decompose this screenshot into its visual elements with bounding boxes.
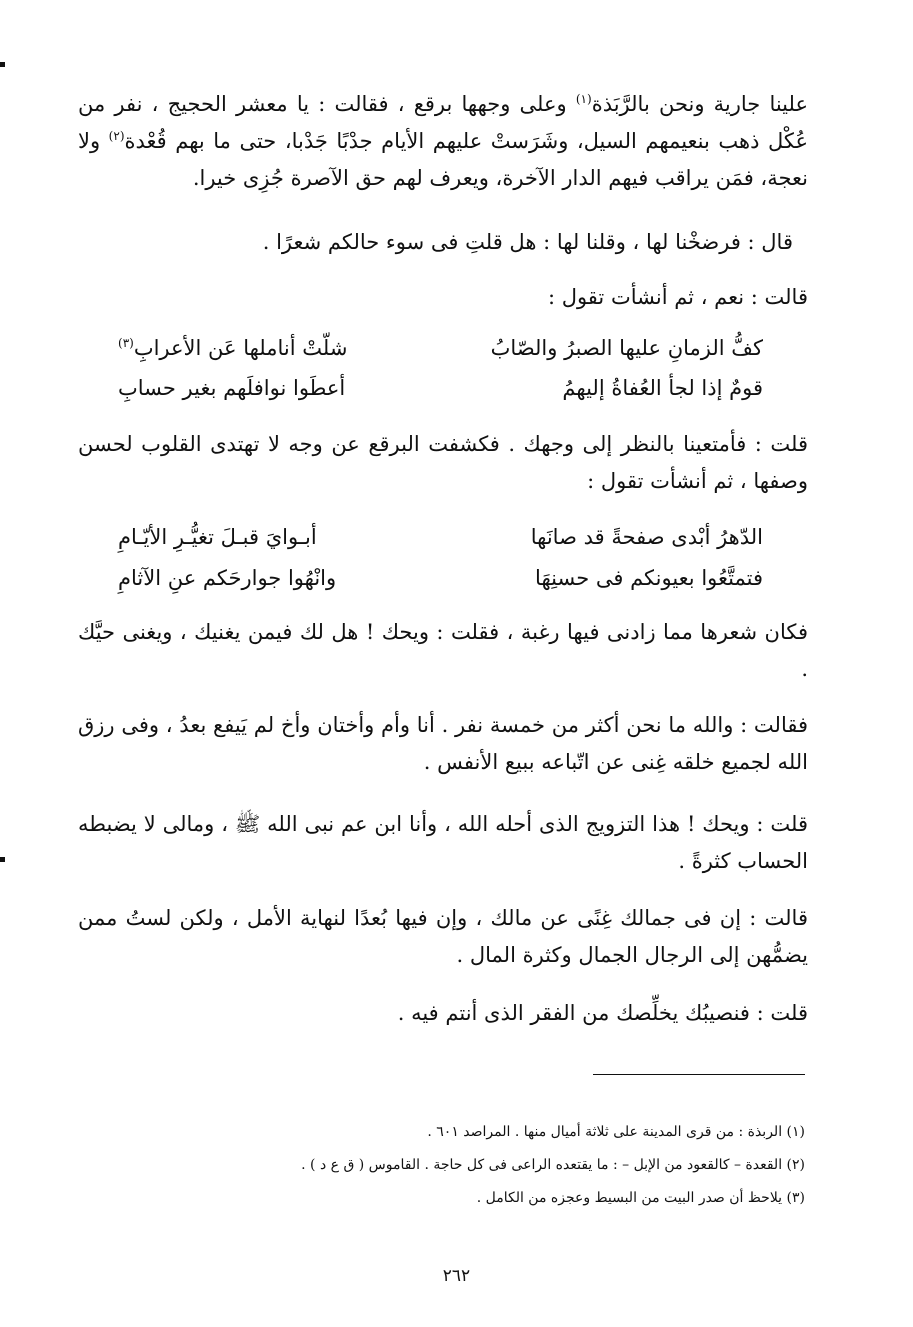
paragraph-6 (78, 707, 808, 781)
paragraph-1-text-c: ولا نعجة، فمَن يراقب فيهم الدار الآخرة، ويعرف لهم حق الآصرة جُزِى خيرا. (78, 129, 808, 190)
paragraph-1-text-a: علينا جارية ونحن بالرَّبَذة (591, 92, 808, 116)
verse-4-hemistich-left: وانْهُوا جوارحَكم عنِ الآثامِ (118, 566, 337, 590)
verse-1-hemistich-right: كفُّ الزمانِ عليها الصبرُ والصّابُ (490, 336, 763, 360)
footnote-ref-1: (١) (575, 92, 592, 106)
paragraph-6-text: فقالت : والله ما نحن أكثر من خمسة نفر . أنا وأم وأختان وأخ لم يَيفع بعدُ ، وفى رزق الله لجميع خلقه غِنى عن اتّباعه ببيع الأنفس . (78, 713, 808, 774)
footnote-ref-2: (٢) (108, 129, 125, 143)
paragraph-9-text: قلت : فنصيبُك يخلِّصك من الفقر الذى أنتم فيه . (397, 1001, 808, 1025)
verse-2-hemistich-left: أعطَوا نوافلَهم بغير حسابِ (118, 376, 346, 400)
paragraph-7 (78, 806, 808, 880)
paragraph-5 (78, 614, 808, 688)
paragraph-4-text: قلت : فأمتعينا بالنظر إلى وجهك . فكشفت البرقع عن وجه لا تهتدى القلوب لحسن وصفها ، ثم أنشأت تقول : (78, 432, 808, 493)
margin-mark-bottom (0, 857, 5, 862)
paragraph-3-text: قالت : نعم ، ثم أنشأت تقول : (547, 285, 808, 309)
paragraph-2 (78, 224, 793, 261)
footnote-1: (١) الربذة : من قرى المدينة على ثلاثة أميال منها . المراصد ٦٠١ . (427, 1124, 805, 1140)
paragraph-8-text: قالت : إن فى جمالك غِنًى عن مالك ، وإن فيها بُعدًا لنهاية الأمل ، ولكن لستُ ممن يضمُّهن إلى الرجال الجمال وكثرة المال . (78, 906, 808, 967)
verse-3-hemistich-left: أبـوايَ قبـلَ تغيُّـرِ الأيّـامِ (118, 525, 317, 549)
footnote-3: (٣) يلاحظ أن صدر البيت من البسيط وعجزه من الكامل . (476, 1190, 805, 1206)
verse-1-hemistich-left: شلّتْ أناملها عَن الأعرابِ$^{(٣)}$ (118, 336, 348, 360)
paragraph-3 (78, 279, 808, 316)
verse-4-hemistich-right: فتمتَّعُوا بعيونكم فى حسنِهَا (535, 566, 763, 590)
page-number: ٢٦٢ (442, 1266, 471, 1286)
verse-3-hemistich-right: الدّهرُ أبْدى صفحةً قد صانَها (530, 525, 763, 549)
footnote-2: (٢) القعدة – كالقعود من الإبل – : ما يقتعده الراعى فى كل حاجة . القاموس ( ق ع د ) . (301, 1157, 805, 1173)
paragraph-1 (78, 86, 808, 197)
margin-mark-top (0, 62, 5, 67)
footnote-separator (593, 1074, 805, 1075)
paragraph-5-text: فكان شعرها مما زادنى فيها رغبة ، فقلت : ويحك ! هل لك فيمن يغنيك ، ويغنى حيَّك . (78, 620, 808, 681)
footnote-ref-3: (٣) (118, 336, 134, 350)
paragraph-7-text: قلت : ويحك ! هذا التزويج الذى أحله الله ، وأنا ابن عم نبى الله ﷺ ، ومالى لا يضبطه الحساب كثرةً . (78, 812, 808, 873)
paragraph-2-text: قال : فرضخْنا لها ، وقلنا لها : هل قلتِ فى سوء حالكم شعرًا . (262, 230, 793, 254)
verse-2-hemistich-right: قومٌ إذا لجأ العُفاةُ إليهمُ (562, 376, 763, 400)
paragraph-1-text-b: وعلى وجهها برقع ، فقالت : يا معشر الحجيج ، نفر من عُكْل ذهب بنعيمهم السيل، وشَرَستْ عليهم الأيام جدْبًا جَدْبا، حتى ما بهم قُعْدة (78, 92, 809, 153)
paragraph-9 (78, 995, 808, 1032)
paragraph-4 (78, 426, 808, 500)
paragraph-8 (78, 900, 808, 974)
